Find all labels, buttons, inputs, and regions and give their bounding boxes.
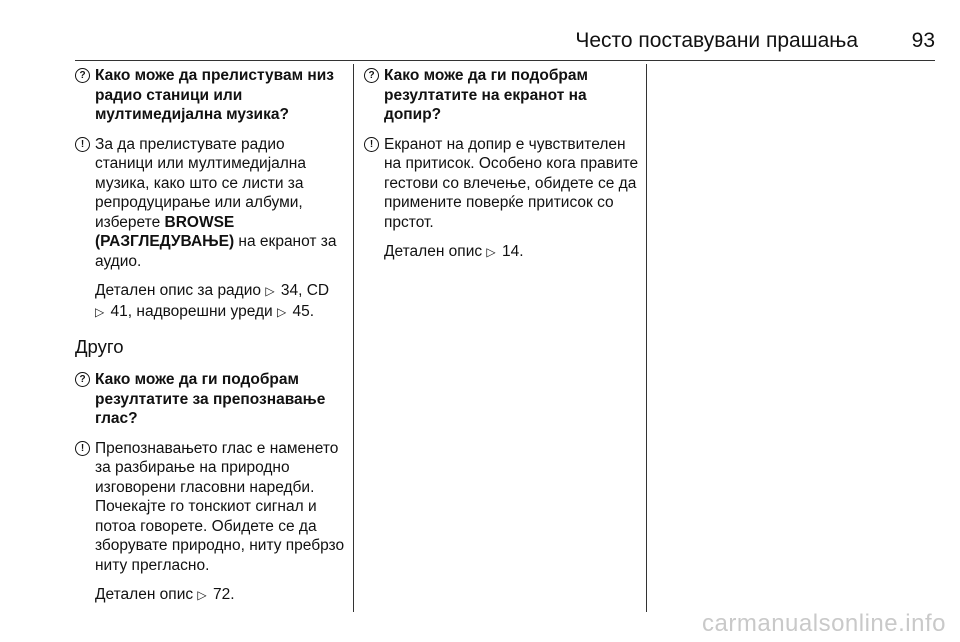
- triangle-arrow-icon: ▷: [197, 588, 207, 602]
- faq-answer: ! За да прелистувате радио станици или мултимедијална музика, како што се листи за репродуцирање или албуми, изберете BROWSE (РАЗГЛЕДУВАЊЕ) на екранот за аудио.: [75, 135, 345, 272]
- menu-label: BROWSE (РАЗГЛЕДУВАЊЕ): [95, 213, 235, 250]
- exclamation-circle-icon: !: [75, 441, 90, 456]
- faq-question: ? Како може да ги подобрам резултатите на екранот на допир?: [364, 66, 640, 125]
- detail-reference: Детален опис за радио ▷ 34, CD ▷ 41, надворешни уреди ▷ 45.: [75, 281, 345, 322]
- left-column: [75, 66, 345, 616]
- question-circle-icon: ?: [364, 68, 379, 83]
- question-circle-icon: ?: [75, 68, 90, 83]
- triangle-arrow-icon: ▷: [486, 245, 496, 259]
- header-title: Често поставувани прашања: [575, 29, 858, 52]
- watermark: carmanualsonline.info: [702, 610, 946, 637]
- page-header: [75, 26, 935, 56]
- question-circle-icon: ?: [75, 372, 90, 387]
- triangle-arrow-icon: ▷: [265, 284, 275, 298]
- faq-answer: ! Екранот на допир е чувствителен на притисок. Особено кога правите гестови со влечење, обидете се да примените поверќе притисок со прстот.: [364, 135, 640, 233]
- column-divider-1: [353, 64, 354, 612]
- column-divider-2: [646, 64, 647, 612]
- exclamation-circle-icon: !: [364, 137, 379, 152]
- page-number: 93: [911, 29, 935, 52]
- faq-question: ? Како може да прелистувам низ радио станици или мултимедијална музика?: [75, 66, 345, 125]
- exclamation-circle-icon: !: [75, 137, 90, 152]
- header-divider: [75, 60, 935, 61]
- detail-reference: Детален опис ▷ 72.: [75, 585, 345, 606]
- triangle-arrow-icon: ▷: [95, 304, 105, 319]
- faq-question: ? Како може да ги подобрам резултатите за препознавање глас?: [75, 370, 345, 429]
- section-heading: Друго: [75, 336, 124, 357]
- detail-reference: Детален опис ▷ 14.: [364, 242, 640, 263]
- triangle-arrow-icon: ▷: [276, 304, 287, 319]
- faq-answer: ! Препознавањето глас е наменето за разбирање на природно изговорени гласовни наредби. Почекајте го тонскиот сигнал и потоа говорете. Обидете се да зборувате природно, ниту пребрзо ниту прегласно.: [75, 439, 345, 576]
- right-column: [364, 66, 640, 273]
